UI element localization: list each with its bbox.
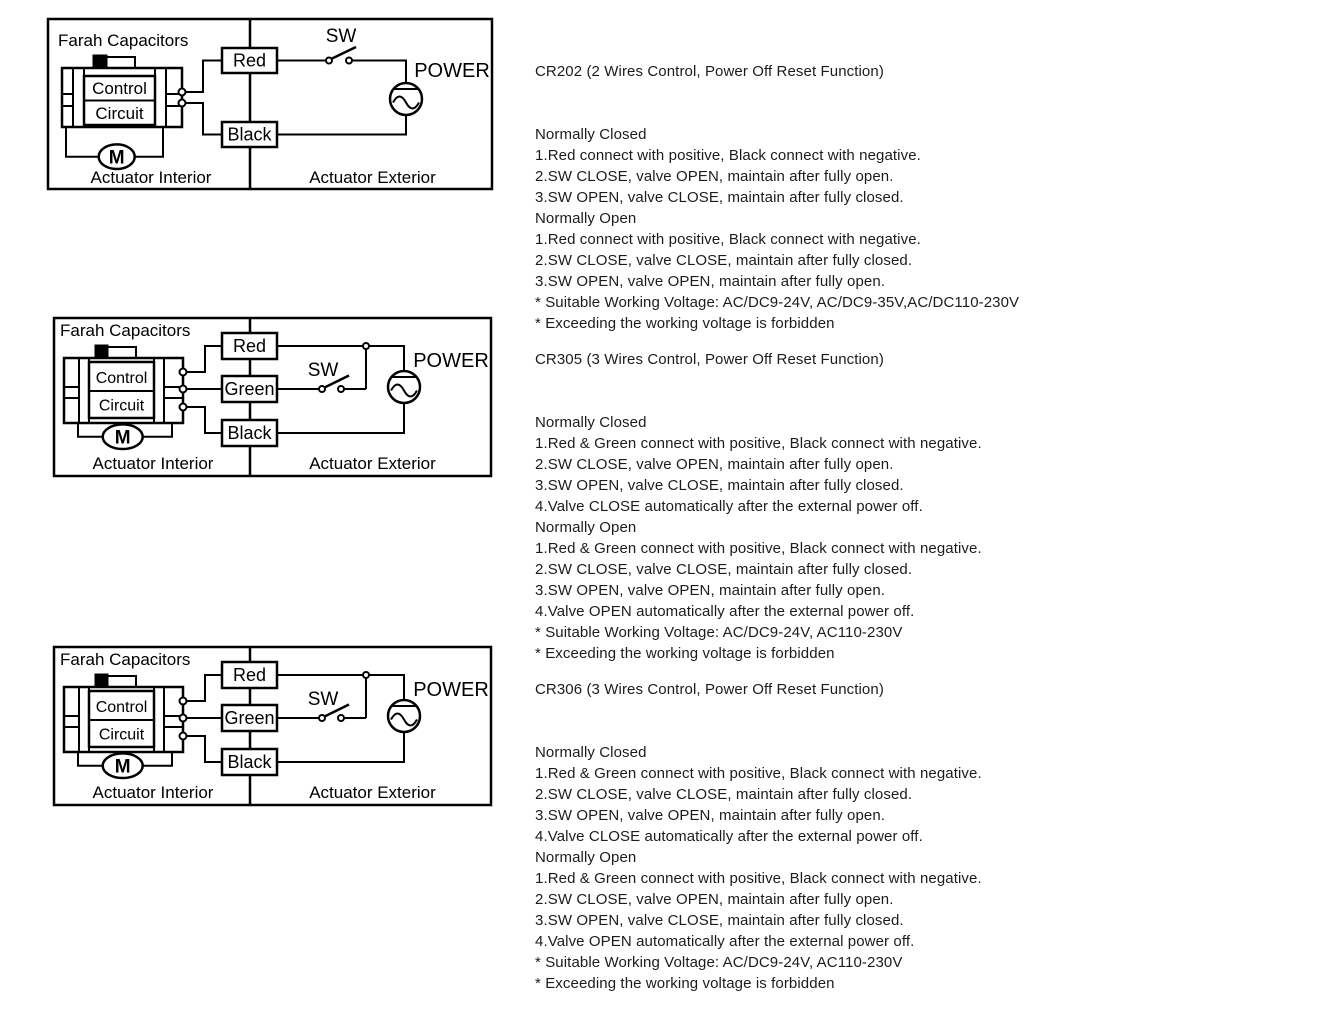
capacitor-icon: [95, 674, 108, 687]
wire: [277, 403, 404, 433]
instruction-lines-cr305: [535, 412, 1065, 664]
instruction-line: 4.Valve OPEN automatically after the external power off.: [535, 603, 915, 620]
wire: [277, 675, 404, 700]
terminal-dot: [179, 100, 186, 107]
terminal-dot: [180, 733, 187, 740]
switch-contact: [346, 58, 352, 64]
instruction-line: * Exceeding the working voltage is forbidden: [535, 975, 835, 992]
junction-node: [363, 672, 369, 678]
black-wire: [182, 103, 222, 135]
instruction-line: 1.Red & Green connect with positive, Black connect with negative.: [535, 765, 982, 782]
model-heading-cr306: CR306 (3 Wires Control, Power Off Reset Function): [535, 681, 884, 698]
circuit-label: Circuit: [98, 397, 145, 415]
instruction-line: 2.SW CLOSE, valve OPEN, maintain after fully open.: [535, 456, 894, 473]
instruction-line: Normally Open: [535, 210, 637, 227]
control-label: Control: [92, 79, 147, 98]
model-heading-cr305: CR305 (3 Wires Control, Power Off Reset Function): [535, 351, 884, 368]
black-label: Black: [227, 423, 272, 443]
instruction-line: 1.Red & Green connect with positive, Black connect with negative.: [535, 540, 982, 557]
instruction-line: * Suitable Working Voltage: AC/DC9-24V, AC110-230V: [535, 624, 903, 641]
instruction-line: 4.Valve OPEN automatically after the external power off.: [535, 933, 915, 950]
instruction-line: * Exceeding the working voltage is forbidden: [535, 645, 835, 662]
capacitor-icon: [93, 55, 107, 68]
instruction-line: * Suitable Working Voltage: AC/DC9-24V, AC/DC9-35V,AC/DC110-230V: [535, 294, 1020, 311]
instruction-line: Normally Open: [535, 519, 637, 536]
sw-label: SW: [307, 360, 339, 381]
instructions-cr306: [535, 637, 1065, 1036]
model-heading-cr202: CR202 (2 Wires Control, Power Off Reset Function): [535, 63, 884, 80]
actuator-exterior-label: Actuator Exterior: [309, 168, 436, 187]
switch-contact: [319, 715, 325, 721]
instruction-line: 3.SW OPEN, valve CLOSE, maintain after fully closed.: [535, 912, 904, 929]
wire: [349, 61, 406, 84]
motor-wire: [78, 423, 103, 437]
instruction-lines-cr202: [535, 124, 1065, 334]
circuit-svg-cr202: [47, 18, 493, 190]
black-label: Black: [227, 752, 272, 772]
red-label: Red: [232, 50, 267, 71]
motor-wire: [143, 752, 172, 766]
green-label: Green: [224, 708, 275, 728]
instruction-line: Normally Closed: [535, 414, 647, 431]
power-label: POWER: [413, 679, 489, 701]
terminal-dot: [180, 698, 187, 705]
wire: [277, 346, 404, 371]
instruction-line: 2.SW CLOSE, valve CLOSE, maintain after fully closed.: [535, 786, 913, 803]
motor-wire: [78, 752, 103, 766]
instruction-line: Normally Closed: [535, 744, 647, 761]
wiring-diagram-cr202: [47, 18, 493, 190]
motor-wire: [143, 423, 172, 437]
capacitor-lead: [107, 57, 135, 68]
instruction-line: 1.Red & Green connect with positive, Black connect with negative.: [535, 435, 982, 452]
instruction-line: 1.Red connect with positive, Black connect with negative.: [535, 231, 921, 248]
instruction-line: Normally Closed: [535, 126, 647, 143]
actuator-interior-label: Actuator Interior: [90, 168, 212, 187]
terminal-dot: [179, 89, 186, 96]
instruction-line: 3.SW OPEN, valve OPEN, maintain after fully open.: [535, 273, 886, 290]
actuator-exterior-label: Actuator Exterior: [309, 454, 436, 473]
sw-label: SW: [325, 26, 357, 47]
instruction-line: 4.Valve CLOSE automatically after the external power off.: [535, 498, 923, 515]
farah-capacitors-label: Farah Capacitors: [60, 650, 191, 669]
switch-contact: [319, 386, 325, 392]
capacitor-lead: [108, 676, 136, 687]
switch-contact: [338, 386, 344, 392]
instruction-line: * Exceeding the working voltage is forbidden: [535, 315, 835, 332]
instruction-line: 2.SW CLOSE, valve CLOSE, maintain after fully closed.: [535, 561, 913, 578]
circuit-svg-cr306: [53, 646, 492, 806]
red-label: Red: [232, 336, 267, 356]
motor-wire: [135, 127, 163, 157]
circuit-label: Circuit: [98, 726, 145, 744]
red-label: Red: [232, 665, 267, 685]
instruction-lines-cr306: [535, 742, 1065, 994]
farah-capacitors-label: Farah Capacitors: [58, 31, 189, 50]
instruction-line: Normally Open: [535, 849, 637, 866]
instruction-line: 1.Red connect with positive, Black connect with negative.: [535, 147, 921, 164]
instruction-line: 3.SW OPEN, valve OPEN, maintain after fully open.: [535, 582, 886, 599]
green-label: Green: [224, 379, 275, 399]
motor-label: M: [114, 427, 131, 449]
instruction-line: 3.SW OPEN, valve CLOSE, maintain after fully closed.: [535, 189, 904, 206]
wire: [277, 732, 404, 762]
motor-label: M: [114, 756, 131, 778]
switch-arm: [330, 47, 356, 60]
terminal-dot: [180, 369, 187, 376]
switch-contact: [326, 58, 332, 64]
instruction-line: 3.SW OPEN, valve CLOSE, maintain after fully closed.: [535, 477, 904, 494]
instruction-line: 3.SW OPEN, valve OPEN, maintain after fully open.: [535, 807, 886, 824]
wiring-diagram-cr306: [53, 646, 492, 806]
sw-label: SW: [307, 689, 339, 710]
control-label: Control: [95, 699, 148, 716]
wire: [277, 115, 406, 135]
capacitor-lead: [108, 347, 136, 358]
instruction-line: * Suitable Working Voltage: AC/DC9-24V, AC110-230V: [535, 954, 903, 971]
red-wire: [182, 61, 222, 93]
terminal-dot: [180, 404, 187, 411]
actuator-interior-label: Actuator Interior: [92, 454, 214, 473]
motor-wire: [66, 127, 99, 157]
wiring-diagram-cr305: [53, 317, 492, 477]
black-wire: [183, 407, 222, 433]
control-label: Control: [95, 370, 148, 387]
circuit-svg-cr305: [53, 317, 492, 477]
motor-label: M: [108, 147, 125, 169]
switch-contact: [338, 715, 344, 721]
red-wire: [183, 675, 222, 701]
instruction-line: 4.Valve CLOSE automatically after the external power off.: [535, 828, 923, 845]
black-label: Black: [227, 124, 272, 145]
actuator-exterior-label: Actuator Exterior: [309, 783, 436, 802]
power-label: POWER: [413, 350, 489, 372]
instruction-line: 2.SW CLOSE, valve CLOSE, maintain after fully closed.: [535, 252, 913, 269]
terminal-dot: [180, 715, 187, 722]
red-wire: [183, 346, 222, 372]
power-label: POWER: [414, 60, 490, 82]
farah-capacitors-label: Farah Capacitors: [60, 321, 191, 340]
junction-node: [363, 343, 369, 349]
instruction-line: 1.Red & Green connect with positive, Black connect with negative.: [535, 870, 982, 887]
instruction-line: 2.SW CLOSE, valve OPEN, maintain after fully open.: [535, 168, 894, 185]
terminal-dot: [180, 386, 187, 393]
actuator-interior-label: Actuator Interior: [92, 783, 214, 802]
black-wire: [183, 736, 222, 762]
instruction-line: 2.SW CLOSE, valve OPEN, maintain after fully open.: [535, 891, 894, 908]
circuit-label: Circuit: [95, 104, 144, 123]
capacitor-icon: [95, 345, 108, 358]
